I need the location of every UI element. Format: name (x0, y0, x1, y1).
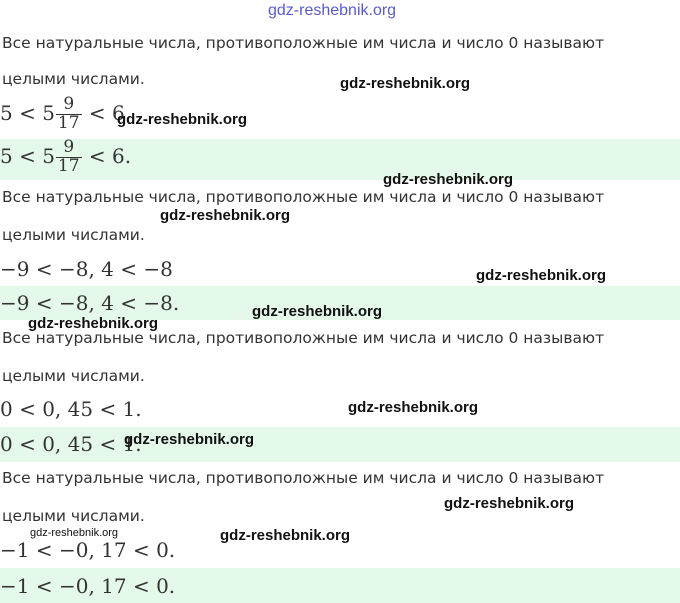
inequality-1 (0, 96, 125, 133)
watermark: gdz-reshebnik.org (124, 431, 255, 448)
watermark: gdz-reshebnik.org (340, 75, 471, 92)
inequality-2: −9 < −8, 4 < −8 (0, 257, 173, 281)
answer-2: −9 < −8, 4 < −8. (0, 291, 180, 315)
fraction-numerator: 9 (56, 96, 82, 115)
fraction-denominator: 17 (57, 155, 80, 176)
definition-line-1: Все натуральные числа, противоположные им числа и число 0 называют (2, 34, 605, 52)
answer-3: 0 < 0, 45 < 1. (0, 432, 142, 456)
watermark: gdz-reshebnik.org (160, 207, 291, 224)
watermark: gdz-reshebnik.org (444, 495, 575, 512)
definition-line-2: целыми числами. (2, 70, 145, 88)
watermark: gdz-reshebnik.org (348, 399, 479, 416)
definition-line-1: Все натуральные числа, противоположные им числа и число 0 называют (2, 469, 605, 487)
fraction (56, 96, 82, 133)
answer-1-right: < 6. (82, 143, 132, 168)
inequality-4: −1 < −0, 17 < 0. (0, 538, 176, 562)
answer-1-left: 5 < 5 (0, 143, 55, 168)
top-watermark: gdz-reshebnik.org (268, 2, 397, 19)
watermark: gdz-reshebnik.org (383, 171, 514, 188)
fraction-numerator: 9 (56, 139, 82, 158)
definition-line-1: Все натуральные числа, противоположные им числа и число 0 называют (2, 329, 605, 347)
fraction (56, 139, 82, 176)
definition-line-2: целыми числами. (2, 226, 145, 244)
watermark: gdz-reshebnik.org (252, 303, 383, 320)
inequality-1-left: 5 < 5 (0, 100, 55, 125)
fraction-denominator: 17 (57, 112, 80, 133)
inequality-1-right: < 6 (82, 100, 125, 125)
definition-line-1: Все натуральные числа, противоположные им числа и число 0 называют (2, 188, 605, 206)
definition-line-2: целыми числами. (2, 507, 145, 525)
inequality-3: 0 < 0, 45 < 1. (0, 397, 142, 421)
definition-line-2: целыми числами. (2, 367, 145, 385)
watermark: gdz-reshebnik.org (28, 315, 159, 332)
watermark-small: gdz-reshebnik.org (30, 527, 119, 539)
watermark: gdz-reshebnik.org (220, 527, 351, 544)
answer-4: −1 < −0, 17 < 0. (0, 574, 176, 598)
watermark: gdz-reshebnik.org (476, 267, 607, 284)
answer-1 (0, 139, 131, 176)
watermark: gdz-reshebnik.org (117, 111, 248, 128)
